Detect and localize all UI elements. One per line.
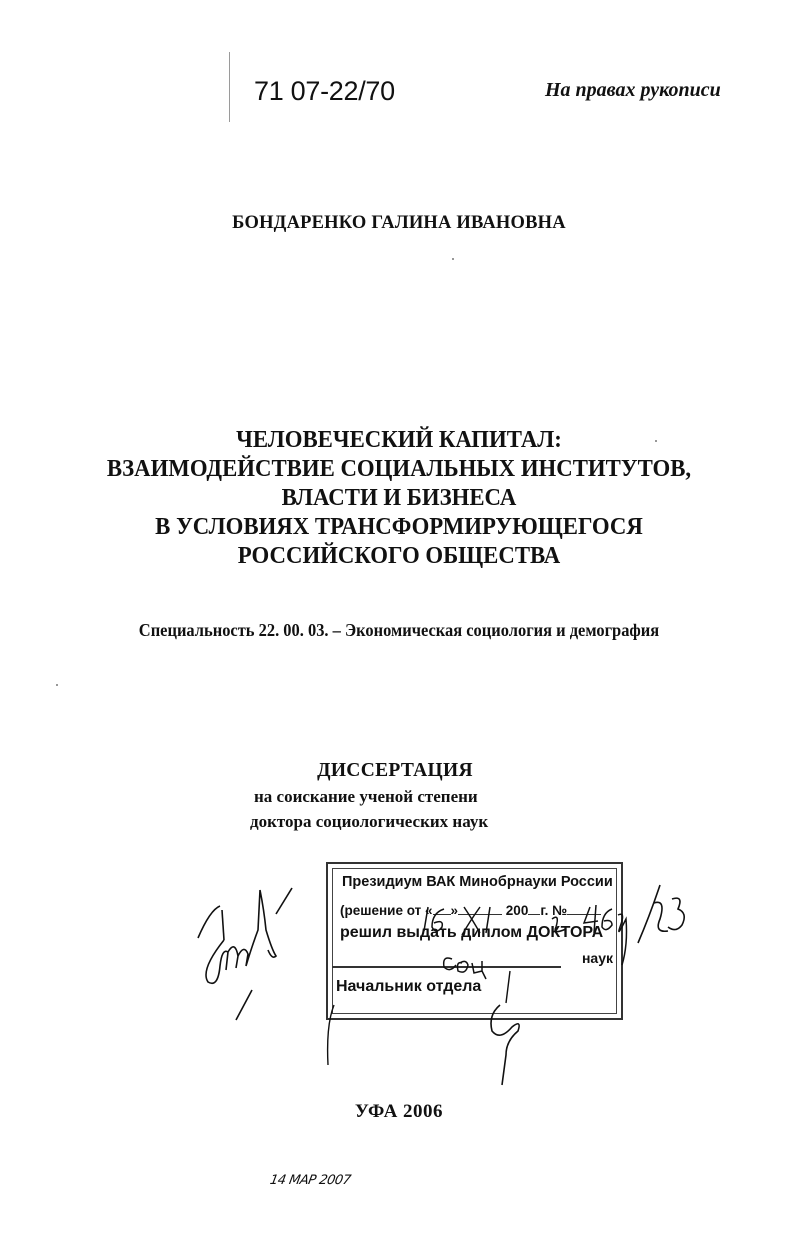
title-line: В УСЛОВИЯХ ТРАНСФОРМИРУЮЩЕГОСЯ [155, 513, 643, 540]
dissertation-degree-line: на соискание ученой степени [254, 787, 478, 806]
stamp-line-award: решил выдать диплом ДОКТОРА [340, 924, 604, 941]
dissertation-title [28, 425, 770, 570]
title-line: ВЗАИМОДЕЙСТВИЕ СОЦИАЛЬНЫХ ИНСТИТУТОВ, [106, 455, 692, 482]
stamp-handwriting-icon [320, 855, 700, 1085]
title-line: ЧЕЛОВЕЧЕСКИЙ КАПИТАЛ: [236, 426, 562, 453]
title-line: РОССИЙСКОГО ОБЩЕСТВА [237, 542, 561, 569]
year-suffix: г. № [540, 903, 568, 918]
signature-scribble-icon [180, 870, 320, 1030]
author-name: БОНДАРЕНКО ГАЛИНА ИВАНОВНА [232, 213, 566, 233]
stamp-line-sciences: наук [581, 950, 613, 966]
title-line: ВЛАСТИ И БИЗНЕСА [281, 484, 517, 511]
receipt-stamp: 14 МАР 2007 [268, 1173, 352, 1188]
specialty: Специальность 22. 00. 03. – Экономическая социология и демография [138, 620, 660, 640]
margin-line [229, 52, 230, 122]
year-prefix: 200 [505, 903, 529, 918]
stamp-line-presidium: Президиум ВАК Минобрнауки России [342, 874, 613, 890]
dissertation-degree-line: доктора социологических наук [250, 812, 489, 831]
dissertation-heading: ДИССЕРТАЦИЯ [317, 760, 473, 781]
rights-note: На правах рукописи [545, 79, 721, 101]
decision-prefix: (решение от « [340, 903, 433, 918]
city-year: УФА 2006 [354, 1101, 444, 1122]
scan-speck [56, 684, 58, 686]
decision-mid: » [450, 903, 459, 918]
catalog-number: 71 07-22/70 [254, 76, 395, 106]
scan-speck [452, 258, 454, 260]
stamp-line-head: Начальник отдела [336, 978, 482, 995]
